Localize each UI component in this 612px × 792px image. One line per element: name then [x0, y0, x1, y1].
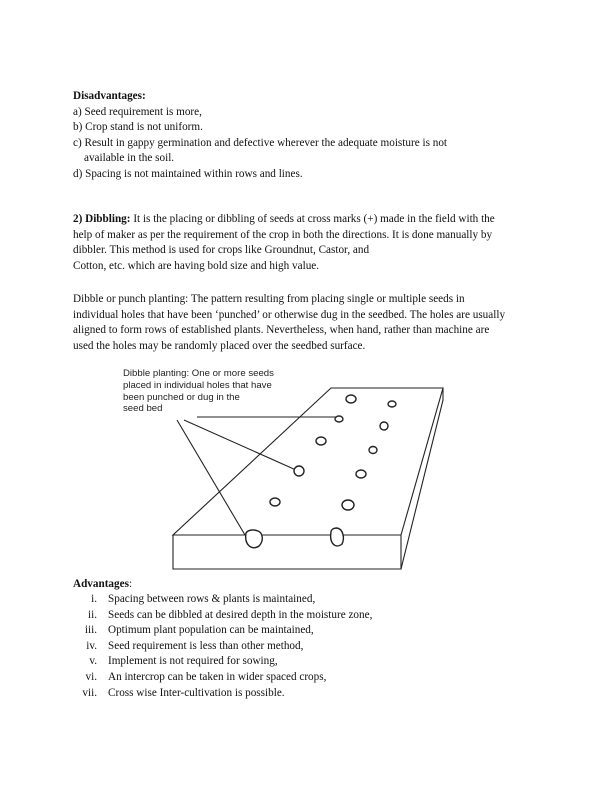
paragraph-line: aligned to form rows of established plants. Nevertheless, when hand, rather than machine are [73, 324, 490, 337]
paragraph-line: Dibble or punch planting: The pattern resulting from placing single or multiple seeds in [73, 293, 465, 305]
paragraph-line: used the holes may be randomly placed over the seedbed surface. [73, 339, 366, 352]
advantages-heading: Advantages [73, 578, 129, 590]
figure-caption [123, 368, 274, 415]
seedbed-front-face [173, 535, 401, 569]
list-item: v. Implement is not required for sowing, [89, 655, 278, 668]
list-item: iv. Seed requirement is less than other method, [86, 639, 304, 652]
caption-line: been punched or dug in the [123, 391, 240, 403]
dibbling-text: Cotton, etc. which are having bold size and high value. [73, 259, 320, 272]
paragraph-line: individual holes that have been ‘punched’ or otherwise dug in the seedbed. The holes are usually [73, 308, 506, 321]
list-item: vi. An intercrop can be taken in wider spaced crops, [85, 670, 327, 683]
seedbed-side-face [401, 388, 443, 569]
caption-line: placed in individual holes that have [123, 379, 272, 391]
list-item: ii. Seeds can be dibbled at desired depth in the moisture zone, [87, 608, 373, 621]
dibbling-text: It is the placing or dibbling of seeds at cross marks (+) made in the field with the [130, 213, 495, 225]
dibbling-text: help of maker as per the requirement of the crop in both the directions. It is done manually by [73, 228, 493, 241]
dibbling-label: 2) Dibbling: [73, 213, 131, 225]
advantages-heading-row: Advantages: [73, 578, 133, 590]
seed-holes [246, 395, 396, 548]
disadvantage-item-continuation: available in the soil. [84, 152, 175, 165]
list-item: iii. Optimum plant population can be maintained, [84, 624, 314, 637]
list-item: vii. Cross wise Inter-cultivation is possible. [82, 686, 285, 699]
dibbling-text: dibbler. This method is used for crops like Groundnut, Castor, and [73, 244, 370, 257]
disadvantage-item: a) Seed requirement is more, [73, 105, 202, 118]
disadvantage-item: d) Spacing is not maintained within rows and lines. [73, 167, 303, 180]
disadvantage-item: c) Result in gappy germination and defective wherever the adequate moisture is not [73, 136, 448, 149]
disadvantages-heading: Disadvantages: [73, 90, 146, 102]
list-item: i. Spacing between rows & plants is maintained, [91, 593, 316, 605]
caption-line: seed bed [123, 403, 163, 415]
advantages-list [73, 592, 372, 701]
caption-line: Dibble planting: One or more seeds [123, 368, 274, 379]
disadvantage-item: b) Crop stand is not uniform. [73, 121, 203, 134]
